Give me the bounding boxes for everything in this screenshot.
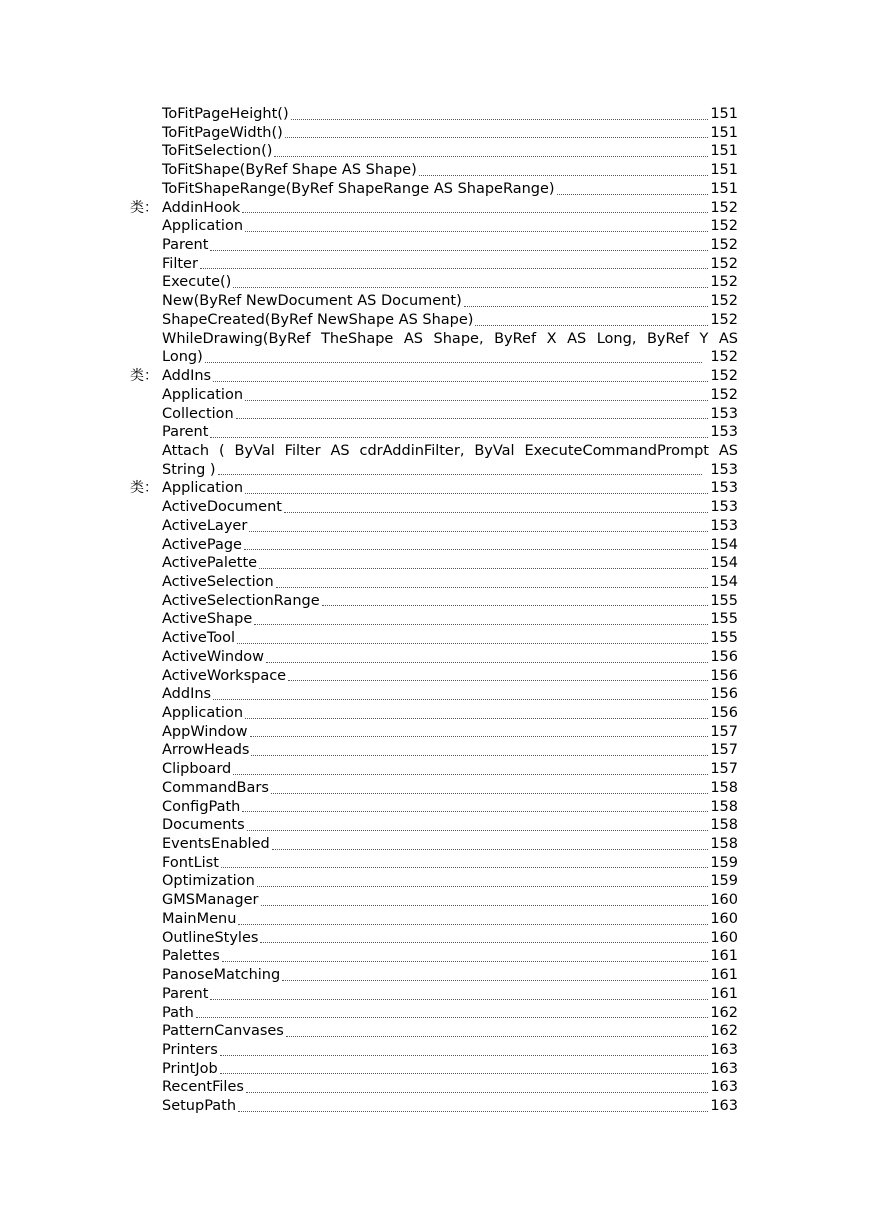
toc-entry[interactable]	[130, 610, 738, 629]
toc-entry-title: WhileDrawing(ByRef TheShape AS Shape, ByRef X AS Long, ByRef Y AS	[162, 330, 738, 347]
toc-entry-title: Application	[162, 480, 244, 497]
toc-entry-page: 152	[710, 311, 738, 328]
toc-entry[interactable]	[130, 985, 738, 1004]
toc-entry[interactable]	[130, 517, 738, 536]
toc-entry[interactable]	[130, 1097, 738, 1116]
toc-entry[interactable]	[130, 648, 738, 667]
dot-leader	[238, 1110, 708, 1112]
toc-entry-page: 151	[710, 180, 738, 197]
dot-leader	[557, 193, 709, 195]
toc-entry-page: 151	[710, 162, 738, 179]
toc-entry-title: ActiveSelection	[162, 573, 274, 590]
toc-entry-page: 151	[710, 143, 738, 160]
toc-entry-title: ActiveWindow	[162, 648, 265, 665]
toc-entry-page: 152	[710, 237, 738, 254]
toc-entry-title: ToFitSelection()	[162, 143, 273, 160]
toc-entry-title: RecentFiles	[162, 1079, 244, 1096]
toc-entry-title: PanoseMatching	[162, 967, 281, 984]
toc-entry-page: 160	[710, 892, 738, 909]
dot-leader	[266, 661, 708, 663]
dot-leader	[210, 249, 708, 251]
toc-entry-page: 156	[710, 705, 738, 721]
toc-entry[interactable]	[130, 835, 738, 854]
dot-leader	[245, 717, 708, 719]
toc-entry-title: Optimization	[162, 873, 255, 890]
toc-entry-title: Application	[162, 705, 244, 721]
dot-leader	[210, 998, 708, 1000]
toc-entry-class-prefix: 类：	[130, 368, 158, 385]
toc-entry-title: ActivePalette	[162, 555, 258, 572]
toc-entry-page: 163	[710, 1079, 738, 1096]
toc-entry-page: 163	[710, 1060, 738, 1077]
toc-entry-title: CommandBars	[162, 779, 269, 796]
toc-entry[interactable]	[130, 386, 738, 405]
toc-entry-page: 157	[710, 742, 738, 759]
dot-leader	[276, 586, 709, 588]
toc-entry-page: 158	[710, 779, 738, 796]
toc-entry-title: ConfigPath	[162, 798, 241, 815]
toc-entry-page: 152	[710, 255, 738, 272]
toc-entry[interactable]	[130, 1041, 738, 1060]
toc-entry-page: 153	[710, 405, 738, 422]
toc-entry-title: Clipboard	[162, 761, 232, 778]
toc-entry[interactable]	[130, 330, 738, 367]
toc-entry-title: ToFitPageWidth()	[162, 124, 283, 141]
toc-entry[interactable]	[130, 142, 738, 161]
dot-leader	[284, 511, 708, 513]
toc-entry-page: 156	[710, 648, 738, 665]
toc-entry-page: 158	[710, 798, 738, 815]
toc-entry-page: 153	[710, 499, 738, 516]
toc-entry-title: AddIns	[162, 368, 212, 385]
toc-entry-title: ActiveSelectionRange	[162, 592, 320, 609]
toc-entry[interactable]	[130, 947, 738, 966]
toc-entry[interactable]	[130, 479, 738, 498]
dot-leader	[475, 324, 708, 326]
toc-entry-page: 155	[710, 592, 738, 609]
toc-entry-page: 154	[710, 555, 738, 572]
dot-leader	[220, 1072, 709, 1074]
toc-entry-page: 160	[710, 929, 738, 946]
toc-entry-title: PatternCanvases	[162, 1023, 284, 1040]
toc-entry[interactable]	[130, 161, 738, 180]
toc-entry[interactable]	[130, 405, 738, 424]
toc-entry-title: Filter	[162, 255, 198, 272]
toc-entry[interactable]	[130, 592, 738, 611]
toc-entry-title-continued: String )	[162, 461, 216, 478]
toc-entry-page: 155	[710, 630, 738, 647]
toc-entry[interactable]	[130, 217, 738, 236]
toc-entry-title: ToFitShapeRange(ByRef ShapeRange AS ShapeRange)	[162, 180, 555, 197]
toc-entry[interactable]	[130, 292, 738, 311]
toc-entry[interactable]	[130, 536, 738, 555]
toc-entry-title: ActiveTool	[162, 630, 236, 647]
toc-entry[interactable]	[130, 760, 738, 779]
toc-entry-title: Path	[162, 1004, 194, 1021]
toc-entry-title: ActiveWorkspace	[162, 667, 287, 684]
toc-entry-page: 152	[710, 293, 738, 310]
dot-leader	[245, 230, 708, 232]
dot-leader	[322, 604, 709, 606]
toc-entry[interactable]	[130, 929, 738, 948]
toc-entry-page: 151	[710, 124, 738, 141]
dot-leader	[213, 380, 708, 382]
toc-entry-page: 156	[710, 667, 738, 684]
toc-entry[interactable]	[130, 554, 738, 573]
dot-leader	[244, 548, 708, 550]
toc-entry[interactable]	[130, 872, 738, 891]
toc-entry-page: 160	[710, 910, 738, 927]
toc-entry-page: 161	[710, 948, 738, 965]
dot-leader	[242, 211, 708, 213]
toc-entry-title: EventsEnabled	[162, 836, 270, 853]
dot-leader	[210, 436, 708, 438]
dot-leader	[274, 155, 708, 157]
toc-entry[interactable]	[130, 1004, 738, 1023]
toc-entry-page: 154	[710, 573, 738, 590]
toc-entry[interactable]	[130, 367, 738, 386]
dot-leader	[419, 174, 709, 176]
toc-entry[interactable]	[130, 891, 738, 910]
dot-leader	[221, 866, 708, 868]
toc-entry-title: New(ByRef NewDocument AS Document)	[162, 293, 462, 310]
dot-leader	[245, 492, 708, 494]
toc-entry-title: MainMenu	[162, 910, 237, 927]
toc-entry-title: ShapeCreated(ByRef NewShape AS Shape)	[162, 311, 474, 328]
dot-leader	[220, 1054, 709, 1056]
toc-entry-page: 159	[710, 854, 738, 871]
toc-entry[interactable]	[130, 124, 738, 143]
toc-entry-title: ActiveLayer	[162, 517, 248, 534]
toc-entry[interactable]	[130, 1022, 738, 1041]
toc-entry[interactable]	[130, 779, 738, 798]
dot-leader	[242, 810, 708, 812]
toc-entry-title: GMSManager	[162, 892, 259, 909]
toc-entry-page: 154	[710, 536, 738, 553]
toc-entry-page: 153	[710, 517, 738, 534]
toc-entry-title: PrintJob	[162, 1060, 218, 1077]
toc-entry[interactable]	[130, 311, 738, 330]
toc-entry-page: 152	[710, 349, 738, 366]
toc-entry[interactable]	[130, 105, 738, 124]
toc-entry[interactable]	[130, 423, 738, 442]
toc-entry[interactable]	[130, 667, 738, 686]
dot-leader	[246, 1091, 708, 1093]
toc-entry-page: 152	[710, 218, 738, 235]
toc-entry-title: Application	[162, 386, 244, 403]
toc-entry-page: 152	[710, 274, 738, 291]
dot-leader	[249, 530, 708, 532]
toc-entry[interactable]	[130, 816, 738, 835]
dot-leader	[247, 829, 709, 831]
dot-leader	[213, 698, 708, 700]
toc-entry[interactable]	[130, 1078, 738, 1097]
toc-entry[interactable]	[130, 910, 738, 929]
toc-entry-title: ToFitPageHeight()	[162, 106, 289, 122]
toc-entry-title: Collection	[162, 405, 234, 422]
dot-leader	[236, 417, 709, 419]
dot-leader	[285, 136, 709, 138]
toc-entry[interactable]	[130, 180, 738, 199]
toc-entry-page: 155	[710, 611, 738, 628]
toc-entry-page: 152	[710, 368, 738, 385]
dot-leader	[286, 1035, 708, 1037]
dot-leader	[233, 286, 708, 288]
toc-entry-title: Execute()	[162, 274, 232, 291]
dot-leader	[200, 267, 708, 269]
toc-entry-title: Attach ( ByVal Filter AS cdrAddinFilter, ByVal ExecuteCommandPrompt AS	[162, 442, 738, 459]
toc-entry[interactable]	[130, 255, 738, 274]
toc-entry-page: 157	[710, 723, 738, 740]
dot-leader	[261, 904, 709, 906]
toc-entry[interactable]	[130, 704, 738, 723]
toc-entry-title: ToFitShape(ByRef Shape AS Shape)	[162, 162, 417, 179]
toc-entry[interactable]	[130, 273, 738, 292]
toc-entry-title: FontList	[162, 854, 219, 871]
toc-entry-page: 158	[710, 836, 738, 853]
dot-leader	[254, 623, 708, 625]
dot-leader	[272, 848, 709, 850]
toc-entry-title: Parent	[162, 424, 209, 441]
dot-leader	[222, 960, 709, 962]
dot-leader	[271, 792, 708, 794]
dot-leader	[257, 885, 709, 887]
toc-entry-page: 152	[710, 199, 738, 216]
table-of-contents	[130, 105, 738, 1116]
toc-entry-title: Parent	[162, 985, 209, 1002]
toc-entry-class-prefix: 类：	[130, 480, 158, 497]
toc-entry-title: ActivePage	[162, 536, 242, 553]
toc-entry-title: Documents	[162, 817, 245, 834]
dot-leader	[260, 941, 708, 943]
toc-entry[interactable]	[130, 1060, 738, 1079]
dot-leader	[205, 361, 703, 363]
dot-leader	[250, 735, 709, 737]
toc-entry-page: 153	[710, 480, 738, 497]
toc-entry-page: 161	[710, 985, 738, 1002]
toc-entry-page: 163	[710, 1041, 738, 1058]
dot-leader	[291, 118, 709, 120]
dot-leader	[282, 979, 708, 981]
toc-entry-title: ActiveShape	[162, 611, 253, 628]
toc-entry-page: 152	[710, 386, 738, 403]
dot-leader	[259, 567, 708, 569]
toc-entry[interactable]	[130, 854, 738, 873]
toc-entry-title: AppWindow	[162, 723, 248, 740]
dot-leader	[464, 305, 709, 307]
toc-entry[interactable]	[130, 723, 738, 742]
toc-entry-page: 161	[710, 967, 738, 984]
toc-entry-page: 153	[710, 461, 738, 478]
toc-entry-title-continued: Long)	[162, 349, 203, 366]
toc-entry-title: ActiveDocument	[162, 499, 282, 516]
toc-entry-title: AddIns	[162, 686, 212, 703]
dot-leader	[238, 923, 708, 925]
toc-entry[interactable]	[130, 199, 738, 218]
toc-entry-page: 156	[710, 686, 738, 703]
toc-entry[interactable]	[130, 966, 738, 985]
dot-leader	[245, 399, 708, 401]
toc-entry-title: ArrowHeads	[162, 742, 250, 759]
toc-entry-page: 162	[710, 1023, 738, 1040]
dot-leader	[288, 679, 708, 681]
toc-entry-page: 157	[710, 761, 738, 778]
toc-entry-page: 153	[710, 424, 738, 441]
toc-entry-title: SetupPath	[162, 1098, 237, 1115]
dot-leader	[233, 773, 708, 775]
toc-entry[interactable]	[130, 442, 738, 479]
toc-entry-page: 151	[710, 106, 738, 122]
toc-entry[interactable]	[130, 629, 738, 648]
toc-entry-title: OutlineStyles	[162, 929, 259, 946]
dot-leader	[251, 754, 708, 756]
toc-entry-page: 158	[710, 817, 738, 834]
toc-entry[interactable]	[130, 573, 738, 592]
toc-entry[interactable]	[130, 498, 738, 517]
dot-leader	[237, 642, 708, 644]
toc-entry-title: Printers	[162, 1041, 218, 1058]
toc-entry-title: AddinHook	[162, 199, 241, 216]
toc-entry-page: 163	[710, 1098, 738, 1115]
toc-entry-page: 159	[710, 873, 738, 890]
toc-entry-title: Palettes	[162, 948, 220, 965]
toc-entry-page: 162	[710, 1004, 738, 1021]
toc-entry-class-prefix: 类：	[130, 199, 158, 216]
toc-entry[interactable]	[130, 236, 738, 255]
dot-leader	[196, 1016, 708, 1018]
toc-entry[interactable]	[130, 685, 738, 704]
toc-entry-title: Parent	[162, 237, 209, 254]
toc-entry[interactable]	[130, 798, 738, 817]
dot-leader	[218, 473, 703, 475]
toc-entry-title: Application	[162, 218, 244, 235]
toc-entry[interactable]	[130, 741, 738, 760]
